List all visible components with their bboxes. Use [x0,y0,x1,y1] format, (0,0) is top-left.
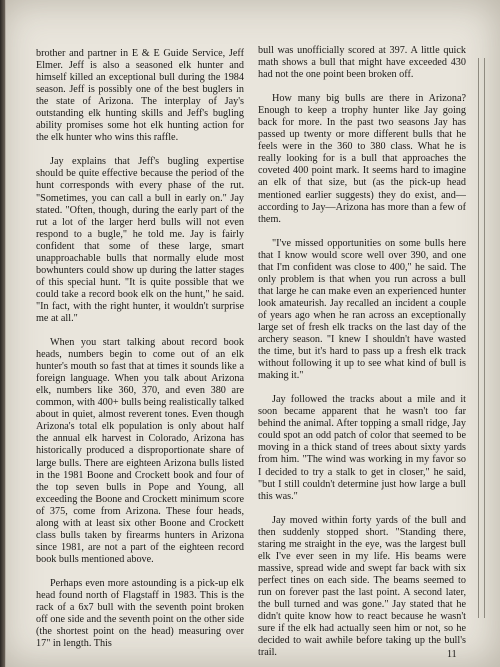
left-paragraph-2: Jay explains that Jeff's bugling expertise should be quite effective because the period of the hunt corresponds with every phase of the rut. "Sometimes, you can call a bull in early on." Jay stated. "Often, though, during the early part of the rut a lot of the larger herd bulls will not even respond to a bugle," he told me. Jay is fairly confident that some of these large, smart unapproachable bulls that normally elude most bowhunters could show up during the latter stages of this special hunt. "It is quite possible that we could take a record book elk on the hunt," he said. "In fact, with the right hunter, it wouldn't surprise me at all." [36,156,244,324]
page-edge-shadow [0,0,6,667]
page-number: 11 [447,649,457,660]
left-column [36,48,244,650]
right-paragraph-1: bull was unofficially scored at 397. A little quick math shows a bull that might have exceeded 430 had not the one point been broken off. [258,45,466,81]
left-paragraph-4: Perhaps even more astounding is a pick-up elk head found north of Flagstaff in 1983. This is the rack of a 6x7 bull with the seventh point broken off one side and the seventh point on the other side (the shortest point on the head) measuring over 17" in length. This [36,577,244,650]
right-column [258,45,466,659]
right-paragraph-3: "I've missed opportunities on some bulls here that I know would score well over 390, and one that I'm confident was close to 400," he said. The only problem is that when you run across a bull that large he can make even an experienced hunter look amateurish. Jay recalled an incident a couple of years ago when he ran across an exceptionally large set of fresh elk tracks on the last day of the archery season. "I knew I shouldn't have wasted the time, but it's hard to pass up a fresh elk track without following it up to see what kind of bull is making it." [258,237,466,382]
left-paragraph-3: When you start talking about record book heads, numbers begin to come out of an elk hunter's mouth so fast that at times it sounds like a foreign language. When you talk about Arizona elk, numbers like 360, 370, and even 380 are common, with 400+ bulls being realistically talked about in quiet, almost reverent tones. Even though Arizona's total elk population is only about half the annual elk harvest in Colorado, Arizona has historically produced a disproportionate share of large bulls. There are eighteen Arizona bulls listed in the 1981 Boone and Crockett book and four of the top seven bulls in Pope and Young, all exceeding the Boone and Crockett minimum score of 375, come from Arizona. These four heads, along with at least six other Boone and Crockett class bulls taken by firearms hunters in Arizona since 1981, are not a part of the eighteen record book bulls mentioned above. [36,337,244,565]
margin-rule-right [484,58,485,618]
right-paragraph-5: Jay moved within forty yards of the bull and then suddenly stopped short. "Standing there, staring me straight in the eye, was the largest bull elk I've ever seen in my life. His beams were massive, spread wide and swept far back with six perfect tines on each side. The beams seemed to run on forever past the last point. A second later, the bull turned and was gone." Jay stated that he didn't quite know how to react because he wasn't sure if the elk had actually seen him or not, so he decided to wait awhile before taking up the bull's trail. [258,514,466,659]
margin-rule-left [478,58,479,618]
left-paragraph-1: brother and partner in E & E Guide Service, Jeff Elmer. Jeff is also a seasoned elk hunter and himself killed an exceptional bull during the 1984 season. Jeff is possibly one of the best buglers in the state of Arizona. The interplay of Jay's outstanding elk hunting skills and Jeff's bugling ability promises some hot elk hunting action for the elk hunter who wins this raffle. [36,48,244,144]
right-paragraph-2: How many big bulls are there in Arizona? Enough to keep a trophy hunter like Jay going back for more. In the past two seasons Jay has passed up twenty or more different bulls that he feels were in the 360 to 380 class. What he is really looking for is a bull that approaches the coveted 400 point mark. It seems hard to imagine an elk of that size, but (as the pick-up head mentioned earlier suggests) they do exist, and—according to Jay—Arizona has more than a few of them. [258,93,466,225]
right-paragraph-4: Jay followed the tracks about a mile and it soon became apparent that he wasn't too far behind the animal. After topping a small ridge, Jay could spot an odd patch of color that seemed to be moving in a thick stand of trees about sixty yards from him. "The wind was working in my favor so I decided to try a stalk to get in closer," he said, "but I still couldn't determine just how large a bull this was." [258,394,466,502]
